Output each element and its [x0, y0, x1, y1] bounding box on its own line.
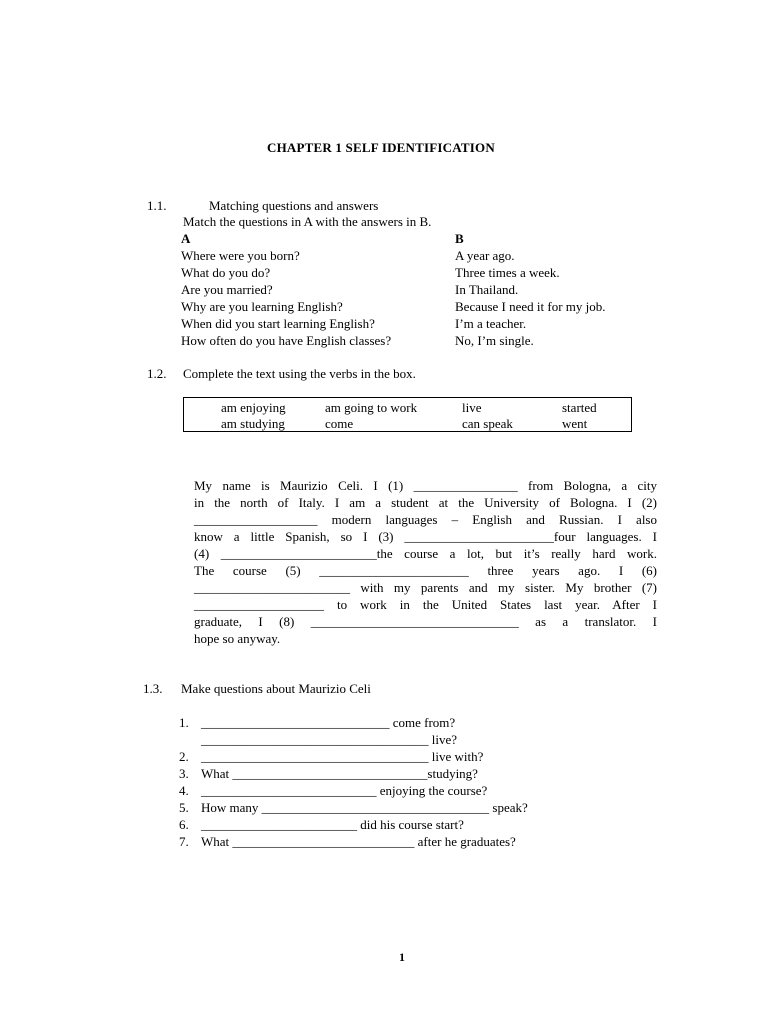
answer-item: In Thailand. — [455, 282, 519, 297]
question-prompt: How many ___________________________________ speak? — [201, 800, 528, 815]
question-item: Are you married? — [181, 282, 273, 297]
paragraph-line: hope so anyway. — [194, 631, 281, 646]
section1-instruction: Match the questions in A with the answers in B. — [183, 214, 432, 229]
question-prompt: _____________________________ come from? — [201, 715, 456, 730]
paragraph-line: in the north of Italy. I am a student at the University of Bologna. I (2) — [194, 495, 657, 510]
question-item: Why are you learning English? — [181, 299, 343, 314]
answer-item: No, I’m single. — [455, 333, 534, 348]
paragraph-line: The course (5) _______________________ three years ago. I (6) — [194, 563, 657, 578]
verb-box-word: live — [462, 400, 482, 415]
section3-number: 1.3. — [143, 681, 163, 696]
question-item: When did you start learning English? — [181, 316, 375, 331]
cloze-paragraph — [194, 477, 657, 647]
question-item: Where were you born? — [181, 248, 300, 263]
answer-item: Three times a week. — [455, 265, 560, 280]
answer-item: Because I need it for my job. — [455, 299, 606, 314]
verb-box-word: am going to work — [325, 400, 418, 415]
paragraph-line: ____________________ to work in the United States last year. After I — [194, 597, 657, 612]
paragraph-line: know a little Spanish, so I (3) _______________________four languages. I — [194, 529, 657, 544]
verb-box-word: started — [562, 400, 597, 415]
verb-box-word: am enjoying — [221, 400, 286, 415]
verb-box-word: can speak — [462, 416, 513, 431]
question-prompt: ________________________ did his course start? — [201, 817, 464, 832]
question-number: 1. — [179, 715, 189, 730]
section3-heading: Make questions about Maurizio Celi — [181, 681, 371, 696]
paragraph-line: graduate, I (8) ________________________________ as a translator. I — [194, 614, 657, 629]
page-number: 1 — [399, 950, 405, 964]
section1-heading: Matching questions and answers — [209, 198, 379, 213]
paragraph-line: ___________________ modern languages – English and Russian. I also — [194, 512, 657, 527]
paragraph-line: My name is Maurizio Celi. I (1) ________________ from Bologna, a city — [194, 478, 657, 493]
question-number: 2. — [179, 749, 189, 764]
section2-heading: Complete the text using the verbs in the box. — [183, 366, 416, 381]
question-number: 7. — [179, 834, 189, 849]
verb-box-word: am studying — [221, 416, 285, 431]
column-a-header: A — [181, 231, 191, 246]
question-item: What do you do? — [181, 265, 271, 280]
verb-box-word: went — [562, 416, 588, 431]
question-item: How often do you have English classes? — [181, 333, 392, 348]
question-number: 3. — [179, 766, 189, 781]
verb-box-word: come — [325, 416, 354, 431]
answer-item: A year ago. — [455, 248, 515, 263]
question-prompt: What ____________________________ after he graduates? — [201, 834, 516, 849]
chapter-title: CHAPTER 1 SELF IDENTIFICATION — [267, 140, 495, 155]
question-number: 6. — [179, 817, 189, 832]
question-number: 5. — [179, 800, 189, 815]
question-prompt: ___________________________ enjoying the course? — [201, 783, 488, 798]
question-prompt: ___________________________________ live? — [201, 732, 458, 747]
section2-number: 1.2. — [147, 366, 167, 381]
question-prompt: ___________________________________ live with? — [201, 749, 484, 764]
paragraph-line: ________________________ with my parents and my sister. My brother (7) — [194, 580, 657, 595]
column-b-header: B — [455, 231, 464, 246]
paragraph-line: (4) ________________________the course a lot, but it’s really hard work. — [194, 546, 657, 561]
answer-item: I’m a teacher. — [455, 316, 527, 331]
section1-number: 1.1. — [147, 198, 167, 213]
question-prompt: What ______________________________studying? — [201, 766, 478, 781]
question-number: 4. — [179, 783, 189, 798]
